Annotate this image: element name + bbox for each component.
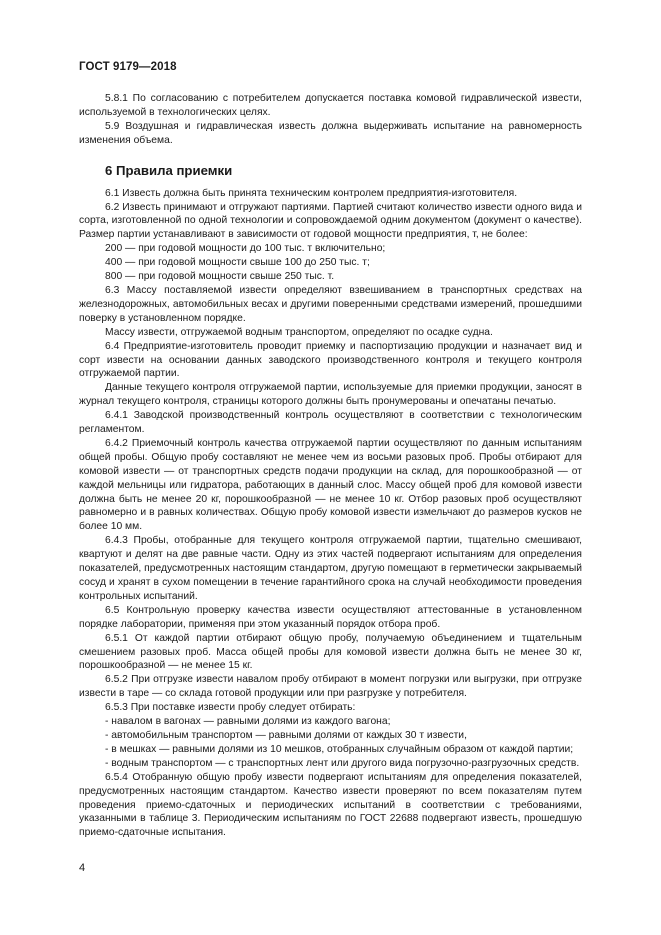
paragraph: 6.4.2 Приемочный контроль качества отгружаемой партии осуществляют по данным испытаниям общей пробы. Общую пробу составляют не менее чем из восьми разовых проб. Пробы отбирают для комовой извести — от транспортных средств подачи продукции на склад, для порошкообразной — от каждой мельницы или гидратора, работающих в данный слос. Массу общей проб для комовой извести должна быть не менее 20 кг, порошкообразной — не менее 10 кг. Отбор разовых проб осуществляют равномерно и в равных количествах. Общую пробу комовой извести измельчают до размеров кусков не более 10 мм. xyxy=(79,437,582,533)
list-line: - навалом в вагонах — равными долями из каждого вагона; xyxy=(105,716,391,728)
list-line: - в мешках — равными долями из 10 мешков, отобранных случайным образом от каждой партии; xyxy=(105,743,574,755)
page-number: 4 xyxy=(79,862,86,874)
paragraph: 5.8.1 По согласованию с потребителем допускается поставка комовой гидравлической извести, используемой в технологических целях. xyxy=(79,93,582,118)
paragraph: 6.4.1 Заводской производственный контроль осуществляют в соответствии с технологическим регламентом. xyxy=(79,410,582,436)
paragraph: 6.2 Известь принимают и отгружают партиями. Партией считают количество извести одного вида и сорта, изготовленной по одной технологии и сопровождаемой одним документом (документ о качестве). Размер партии устанавливают в зависимости от годовой мощности предприятия, т, не более: xyxy=(79,201,582,241)
paragraph: 6.3 Массу поставляемой извести определяют взвешиванием в транспортных средствах на железнодорожных, автомобильных весах и другими поверенными средствами измерений, прошедшими поверку в установленном порядке. xyxy=(79,284,582,324)
paragraph: 6.4 Предприятие-изготовитель проводит приемку и паспортизацию продукции и назначает вид и сорт извести на основании данных заводского производственного контроля и текущего контроля отгружаемой партии. xyxy=(79,340,582,380)
paragraph: Данные текущего контроля отгружаемой партии, используемые для приемки продукции, заносят в журнал текущего контроля, страницы которого должны быть пронумерованы и опечатаны печатью. xyxy=(79,382,582,408)
document-header: ГОСТ 9179—2018 xyxy=(79,61,177,73)
paragraph: 6.5.4 Отобранную общую пробу извести подвергают испытаниям для определения показателей, предусмотренных настоящим стандартом. Качество извести проверяют по всем показателям путем проведения приемо-сдаточных и периодических испытаний в соответствии с требованиями, указанными в таблице 3. Периодическим испытаниям по ГОСТ 22688 подвергают известь, прошедшую приемо-сдаточные испытания. xyxy=(79,771,582,839)
paragraph: 6.5 Контрольную проверку качества извести осуществляют аттестованные в установленном порядке лаборатории, применяя при этом указанный порядок отбора проб. xyxy=(79,604,582,630)
section-heading: 6 Правила приемки xyxy=(105,162,233,178)
paragraph: 6.5.2 При отгрузке извести навалом пробу отбирают в момент погрузки или выгрузки, при отгрузке извести в таре — со склада готовой продукции или при разгрузке у потребителя. xyxy=(79,674,582,700)
list-line: - автомобильным транспортом — равными долями от каждых 30 т извести, xyxy=(105,729,467,741)
paragraph: 6.1 Известь должна быть принята техническим контролем предприятия-изготовителя. xyxy=(105,187,518,199)
list-line: 200 — при годовой мощности до 100 тыс. т включительно; xyxy=(105,243,386,255)
list-line: 6.5.3 При поставке извести пробу следует отбирать: xyxy=(105,702,356,714)
paragraph: Массу извести, отгружаемой водным транспортом, определяют по осадке судна. xyxy=(105,326,493,338)
document-body xyxy=(79,92,582,840)
list-line: 400 — при годовой мощности свыше 100 до 250 тыс. т; xyxy=(105,257,370,269)
list-line: 800 — при годовой мощности свыше 250 тыс. т. xyxy=(105,271,335,283)
paragraph: 5.9 Воздушная и гидравлическая известь должна выдерживать испытание на равномерность изменения объема. xyxy=(79,120,582,146)
paragraph: 6.4.3 Пробы, отобранные для текущего контроля отгружаемой партии, тщательно смешивают, квартуют и делят на две равные части. Одну из этих частей подвергают испытаниям для определения показателей, предусмотренных настоящим стандартом, другую помещают в герметически закрываемый сосуд и хранят в сухом помещении в течение гарантийного срока на случай необходимости проведения контрольных испытаний. xyxy=(79,535,582,602)
list-line: - водным транспортом — с транспортных лент или другого вида погрузочно-разгрузочных средств. xyxy=(105,757,580,769)
paragraph: 6.5.1 От каждой партии отбирают общую пробу, получаемую объединением и тщательным смешением разовых проб. Масса общей пробы для комовой извести должна быть не менее 30 кг, порошкообразной — не менее 15 кг. xyxy=(79,632,582,672)
